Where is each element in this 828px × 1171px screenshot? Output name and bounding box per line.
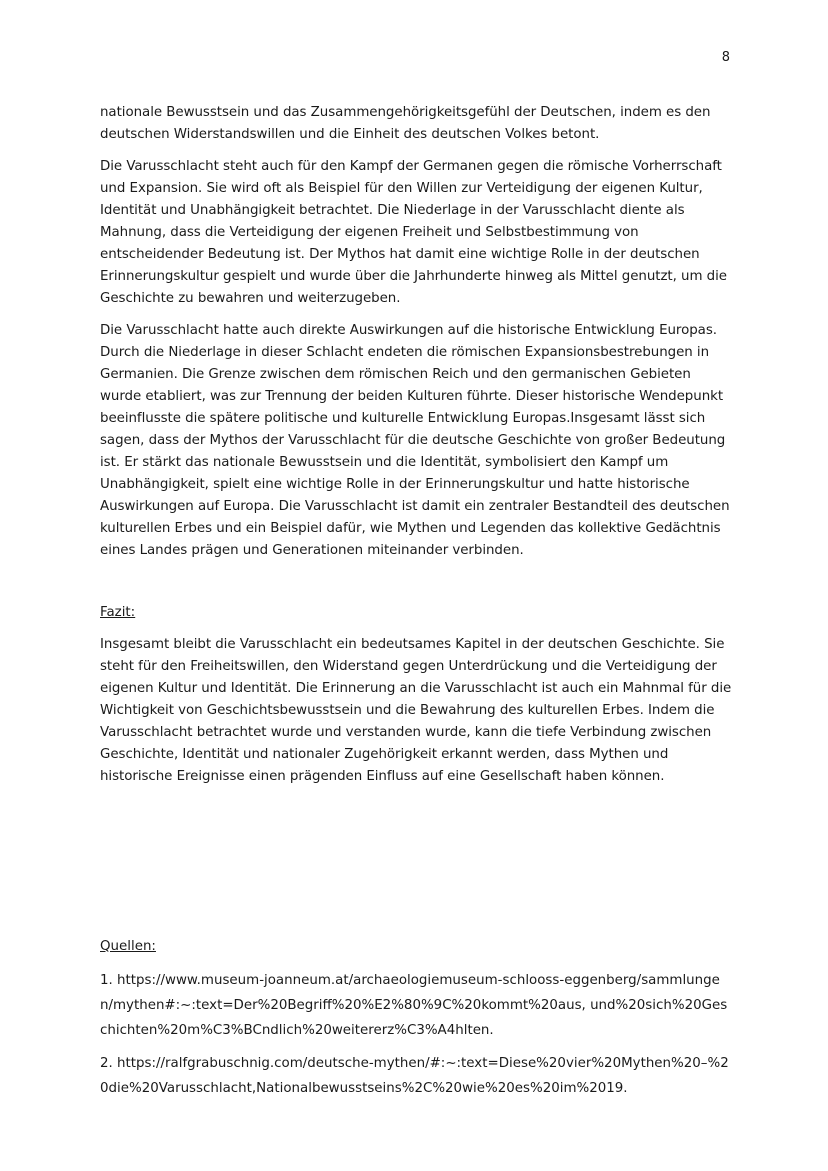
body-paragraph: Die Varusschlacht steht auch für den Kampf der Germanen gegen die römische Vorherrschaft und Expansion. Sie wird oft als Beispiel für den Willen zur Verteidigung der eigenen Kultur, Identität und Unabhängigkeit betrachtet. Die Niederlage in der Varusschlacht diente als Mahnung, dass die Verteidigung der eigenen Freiheit und Selbstbestimmung von entscheidender Bedeutung ist. Der Mythos hat damit eine wichtige Rolle in der deutschen Erinnerungskultur gespielt und wurde über die Jahrhunderte hinweg als Mittel genutzt, um die Geschichte zu bewahren und weiterzugeben.	[100, 159, 727, 306]
body-paragraph: nationale Bewusstsein und das Zusammengehörigkeitsgefühl der Deutschen, indem es den deutschen Widerstandswillen und die Einheit des deutschen Volkes betont.	[100, 105, 711, 142]
source-item[interactable]: 2. https://ralfgrabuschnig.com/deutsche-mythen/#:~:text=Diese%20vier%20Mythen%20–%20die%20Varusschlacht,Nationalbewusstseins%2C%20wie%20es%20im%2019.	[100, 1056, 729, 1096]
page-number: 8	[721, 50, 730, 65]
source-item[interactable]: 1. https://www.museum-joanneum.at/archaeologiemuseum-schlooss-eggenberg/sammlungen/mythen#:~:text=Der%20Begriff%20%E2%80%9C%20kommt%20aus, und%20sich%20Geschichten%20m%C3%BCndlich%20weitererz%C3%A4hlten.	[100, 973, 728, 1038]
quellen-heading: Quellen:	[100, 939, 156, 954]
fazit-heading: Fazit:	[100, 605, 136, 620]
fazit-paragraph: Insgesamt bleibt die Varusschlacht ein bedeutsames Kapitel in der deutschen Geschichte. Sie steht für den Freiheitswillen, den Widerstand gegen Unterdrückung und die Verteidigung der eigenen Kultur und Identität. Die Erinnerung an die Varusschlacht ist auch ein Mahnmal für die Wichtigkeit von Geschichtsbewusstsein und die Bewahrung des kulturellen Erbes. Indem die Varusschlacht betrachtet wurde und verstanden wurde, kann die tiefe Verbindung zwischen Geschichte, Identität und nationaler Zugehörigkeit erkannt werden, dass Mythen und historische Ereignisse einen prägenden Einfluss auf eine Gesellschaft haben können.	[100, 637, 732, 784]
body-paragraph: Die Varusschlacht hatte auch direkte Auswirkungen auf die historische Entwicklung Europas. Durch die Niederlage in dieser Schlacht endeten die römischen Expansionsbestrebungen in Germanien. Die Grenze zwischen dem römischen Reich und den germanischen Gebieten wurde etabliert, was zur Trennung der beiden Kulturen führte. Dieser historische Wendepunkt beeinflusste die spätere politische und kulturelle Entwicklung Europas.Insgesamt lässt sich sagen, dass der Mythos der Varusschlacht für die deutsche Geschichte von großer Bedeutung ist. Er stärkt das nationale Bewusstsein und die Identität, symbolisiert den Kampf um Unabhängigkeit, spielt eine wichtige Rolle in der Erinnerungskultur und hatte historische Auswirkungen auf Europa. Die Varusschlacht ist damit ein zentraler Bestandteil des deutschen kulturellen Erbes und ein Beispiel dafür, wie Mythen und Legenden das kollektive Gedächtnis eines Landes prägen und Generationen miteinander verbinden.	[100, 323, 730, 558]
page-content	[100, 102, 732, 1109]
